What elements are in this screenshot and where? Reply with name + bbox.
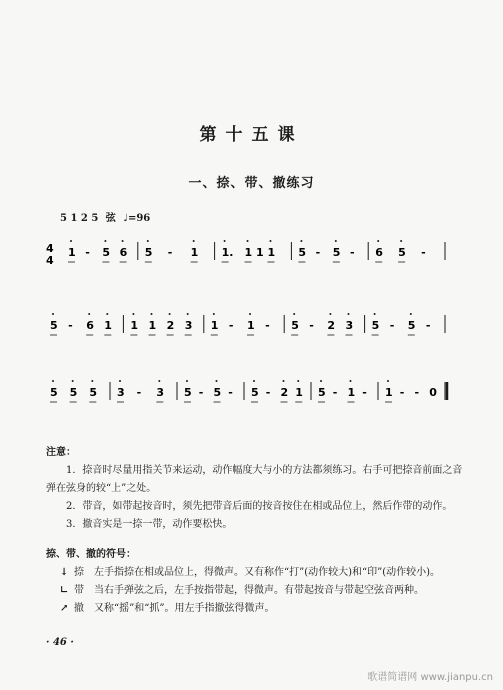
- octave-dot: [216, 380, 218, 382]
- score-note: 5: [50, 386, 58, 399]
- score-note: 5: [102, 246, 111, 259]
- score-note: 1: [210, 319, 219, 332]
- score-note: 5: [298, 246, 307, 259]
- octave-dot: [132, 313, 134, 315]
- octave-dot: [122, 240, 124, 242]
- score-note: 5: [407, 319, 416, 332]
- octave-dot: [300, 240, 302, 242]
- score-note: -: [315, 246, 321, 259]
- score-note: 1: [130, 319, 139, 332]
- score-note: 1 1: [244, 246, 264, 259]
- score-note: -: [167, 246, 173, 259]
- time-signature-top: 4: [46, 242, 54, 255]
- octave-dot: [348, 313, 350, 315]
- octave-dot: [88, 313, 90, 315]
- score-note: 1: [68, 246, 76, 259]
- score-note: -: [68, 319, 73, 332]
- watermark: 歌谱简谱网 www.jianpu.cn: [367, 672, 493, 683]
- symbols-heading: 捺、带、撤的符号：: [46, 549, 136, 560]
- score-note: -: [228, 386, 233, 399]
- symbol-text-3: 撤 又称“摇”和“抓”。用左手指撤弦得微声。: [74, 603, 275, 614]
- octave-dot: [52, 380, 54, 382]
- score-note: -: [362, 386, 367, 399]
- score-note: 5: [251, 386, 259, 399]
- score-note: -: [198, 386, 204, 399]
- section-title: 一、捺、带、撤练习: [188, 176, 315, 191]
- score-note: 1.: [221, 246, 234, 259]
- octave-dot: [269, 240, 271, 242]
- pluck-down-icon: ↓: [60, 567, 69, 578]
- octave-dot: [72, 380, 74, 382]
- score-note: 1: [190, 246, 199, 259]
- octave-dot: [147, 240, 149, 242]
- symbol-item-3: [46, 600, 466, 618]
- octave-dot: [104, 240, 106, 242]
- tuning-label: 弦: [105, 213, 116, 224]
- score-note: -: [332, 386, 338, 399]
- score-note: 5: [332, 246, 341, 259]
- symbols-section: [46, 546, 466, 618]
- octave-dot: [377, 240, 379, 242]
- score-note: 6: [375, 246, 383, 259]
- note-item-2: 2．带音，如带起按音时，须先把带音后面的按音按住在相或品位上，然后作带的动作。: [66, 501, 453, 512]
- score-note: 3: [345, 319, 354, 332]
- arrow-up-right-icon: ↗: [60, 603, 69, 614]
- octave-dot: [91, 380, 93, 382]
- score-note: 5: [213, 386, 222, 399]
- score-note: 2: [327, 319, 336, 332]
- score-note: -: [389, 319, 395, 332]
- score-note: 5: [69, 386, 78, 399]
- octave-dot: [158, 380, 160, 382]
- octave-dot: [410, 313, 412, 315]
- octave-dot: [247, 240, 249, 242]
- score-note: -: [425, 319, 431, 332]
- symbol-text-1: 捺 左手指捺在相或品位上，得微声。又有称作“打”(动作较大)和“印”(动作较小)。: [74, 567, 441, 578]
- score-note: -: [228, 319, 234, 332]
- octave-dot: [70, 240, 72, 242]
- octave-dot: [186, 380, 188, 382]
- lesson-title: 第十五课: [199, 125, 304, 145]
- octave-dot: [297, 380, 299, 382]
- tempo-mark: ♩=96: [123, 213, 151, 224]
- page-number: · 46 ·: [46, 637, 74, 648]
- score-note: -: [414, 386, 420, 399]
- score-note: 6: [86, 319, 94, 332]
- notes-heading: 注意：: [46, 447, 76, 458]
- score-note: -: [85, 246, 90, 259]
- symbol-text-2: 带 当右手弹弦之后，左手按指带起，得微声。有带起按音与带起空弦音两种。: [74, 585, 424, 596]
- octave-dot: [213, 313, 215, 315]
- score-note: -: [421, 246, 426, 259]
- score-note: 1: [385, 386, 393, 399]
- score-note: 1: [247, 319, 255, 332]
- octave-dot: [169, 313, 171, 315]
- score-note: 5: [398, 246, 406, 259]
- score-note: -: [265, 386, 271, 399]
- score-note: 0: [429, 386, 437, 399]
- score-note: 1: [104, 319, 112, 332]
- score-note: 1: [267, 246, 276, 259]
- octave-dot: [387, 380, 389, 382]
- score-note: 5: [184, 386, 192, 399]
- score-note: 1: [347, 386, 356, 399]
- score-note: 5: [371, 319, 380, 332]
- octave-dot: [106, 313, 108, 315]
- symbol-item-1: [46, 564, 466, 582]
- tuning-line: [60, 209, 154, 224]
- score-note: -: [399, 386, 405, 399]
- score-row-1: [40, 230, 450, 294]
- octave-dot: [350, 380, 352, 382]
- octave-dot: [187, 313, 189, 315]
- time-signature-bottom: 4: [46, 254, 54, 267]
- score-note: -: [350, 246, 355, 259]
- notes-section: [46, 444, 466, 534]
- octave-dot: [253, 380, 255, 382]
- score-note: 1: [148, 319, 157, 332]
- octave-dot: [374, 313, 376, 315]
- octave-dot: [52, 313, 54, 315]
- score-note: 3: [156, 386, 164, 399]
- score-note: 5: [50, 319, 58, 332]
- note-item-3: 3．撤音实是一捺一带，动作要松快。: [66, 519, 233, 530]
- symbol-item-2: [46, 582, 466, 600]
- score-note: -: [309, 319, 314, 332]
- octave-dot: [293, 313, 295, 315]
- octave-dot: [283, 380, 285, 382]
- octave-dot: [329, 313, 331, 315]
- octave-dot: [249, 313, 251, 315]
- tuning-pitches: 5 1 2 5: [60, 213, 99, 224]
- octave-dot: [320, 380, 322, 382]
- octave-dot: [400, 240, 402, 242]
- score-note: -: [136, 386, 142, 399]
- octave-dot: [335, 240, 337, 242]
- hook-icon: ∟: [60, 585, 69, 596]
- octave-dot: [224, 240, 226, 242]
- score-note: 5: [291, 319, 299, 332]
- score-note: 6: [119, 246, 128, 259]
- score-note: 2: [280, 386, 289, 399]
- score-note: 5: [144, 246, 153, 259]
- score-row-3: [40, 370, 450, 434]
- octave-dot: [193, 240, 195, 242]
- score-note: 3: [117, 386, 125, 399]
- score-row-2: [40, 303, 450, 367]
- score-note: 3: [184, 319, 193, 332]
- score-note: 2: [166, 319, 175, 332]
- note-item-1: 1．捺音时尽量用指关节来运动，动作幅度大与小的方法都须练习。右手可把捺音前面之音弹在弦身的较“上”之处。: [46, 465, 463, 494]
- octave-dot: [119, 380, 121, 382]
- octave-dot: [151, 313, 153, 315]
- score-note: 5: [318, 386, 326, 399]
- score-note: -: [265, 319, 270, 332]
- score-note: 5: [89, 386, 97, 399]
- score-note: 1: [295, 386, 303, 399]
